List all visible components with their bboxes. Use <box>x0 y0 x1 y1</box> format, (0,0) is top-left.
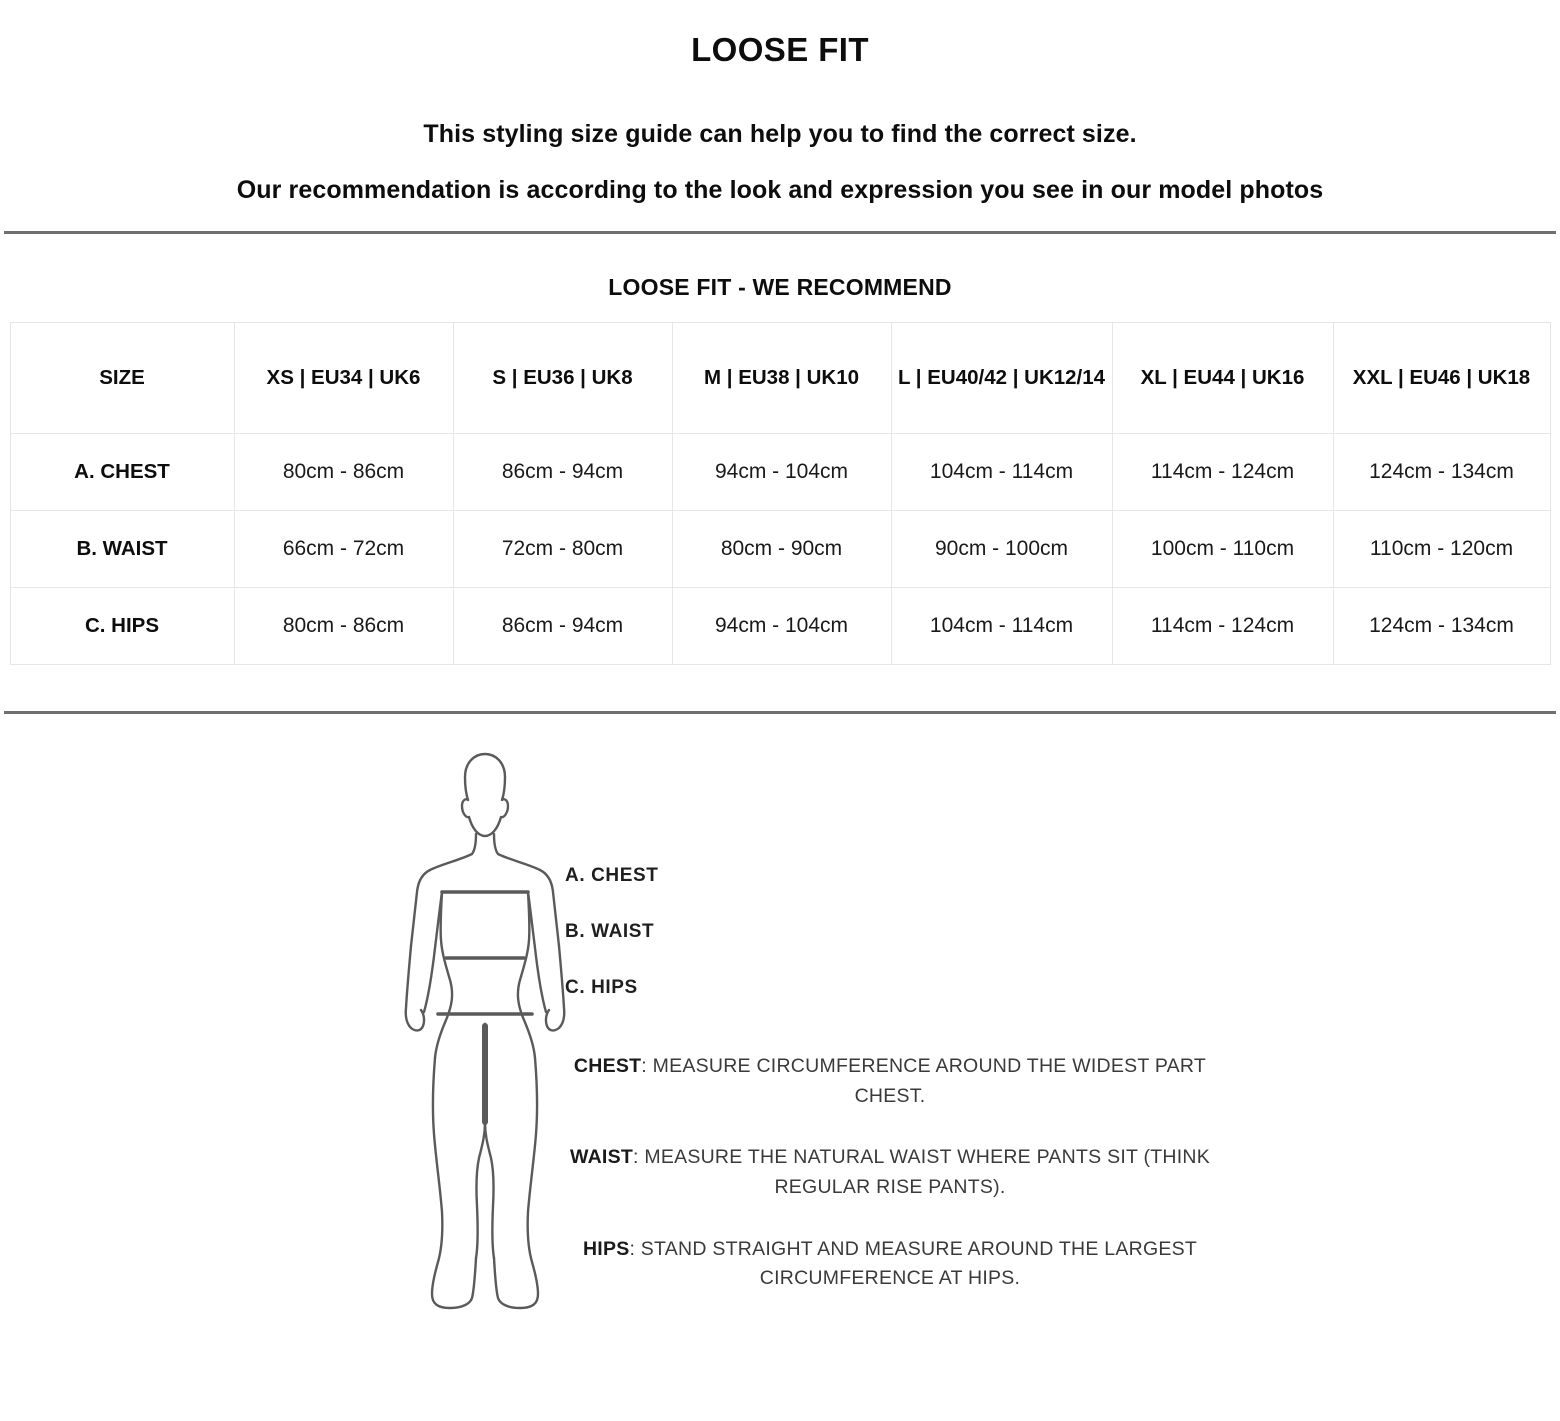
measurement-instructions <box>560 1052 1220 1294</box>
column-header-size: SIZE <box>10 323 234 434</box>
instruction-chest-key: CHEST <box>573 1055 642 1078</box>
cell-chest-m: 94cm - 104cm <box>672 434 891 511</box>
instruction-chest-text: : MEASURE CIRCUMFERENCE AROUND THE WIDEST PART CHEST. <box>641 1055 1207 1107</box>
size-table-caption: LOOSE FIT - WE RECOMMEND <box>608 274 952 301</box>
intro-line-1: This styling size guide can help you to find the correct size. <box>423 119 1137 148</box>
cell-hips-s: 86cm - 94cm <box>453 588 672 665</box>
instruction-waist-text: : MEASURE THE NATURAL WAIST WHERE PANTS SIT (THINK REGULAR RISE PANTS). <box>633 1146 1210 1198</box>
cell-hips-xxl: 124cm - 134cm <box>1333 588 1550 665</box>
instruction-chest <box>560 1052 1220 1111</box>
column-header-m: M | EU38 | UK10 <box>672 323 891 434</box>
cell-chest-xxl: 124cm - 134cm <box>1333 434 1550 511</box>
measurement-guide-section <box>0 742 1560 1362</box>
measurement-label-hips: C. HIPS <box>565 977 638 999</box>
column-header-l: L | EU40/42 | UK12/14 <box>891 323 1112 434</box>
body-figure <box>380 742 590 1342</box>
instruction-waist <box>560 1143 1220 1202</box>
row-label-waist: B. WAIST <box>10 511 234 588</box>
instruction-hips-key: HIPS <box>582 1237 630 1260</box>
cell-waist-xxl: 110cm - 120cm <box>1333 511 1550 588</box>
measurement-label-chest: A. CHEST <box>565 865 659 887</box>
cell-waist-xs: 66cm - 72cm <box>234 511 453 588</box>
instruction-hips-text: : STAND STRAIGHT AND MEASURE AROUND THE LARGEST CIRCUMFERENCE AT HIPS. <box>629 1237 1198 1290</box>
size-table-section <box>0 274 1560 665</box>
table-header-row <box>10 323 1550 434</box>
cell-chest-l: 104cm - 114cm <box>891 434 1112 511</box>
row-label-hips: C. HIPS <box>10 588 234 665</box>
cell-chest-s: 86cm - 94cm <box>453 434 672 511</box>
page-title: LOOSE FIT <box>691 31 869 68</box>
measurement-label-waist: B. WAIST <box>565 921 655 943</box>
cell-chest-xl: 114cm - 124cm <box>1112 434 1333 511</box>
column-header-xs: XS | EU34 | UK6 <box>234 323 453 434</box>
table-row <box>10 511 1550 588</box>
cell-hips-xs: 80cm - 86cm <box>234 588 453 665</box>
cell-hips-l: 104cm - 114cm <box>891 588 1112 665</box>
intro-line-2: Our recommendation is according to the look and expression you see in our model photos <box>236 176 1324 205</box>
cell-chest-xs: 80cm - 86cm <box>234 434 453 511</box>
instruction-hips <box>560 1235 1220 1294</box>
size-chart-table <box>10 322 1551 665</box>
cell-waist-l: 90cm - 100cm <box>891 511 1112 588</box>
instruction-waist-key: WAIST <box>570 1146 633 1169</box>
cell-hips-m: 94cm - 104cm <box>672 588 891 665</box>
cell-hips-xl: 114cm - 124cm <box>1112 588 1333 665</box>
table-row <box>10 588 1550 665</box>
female-body-outline-icon <box>380 742 590 1342</box>
column-header-xxl: XXL | EU46 | UK18 <box>1333 323 1550 434</box>
cell-waist-xl: 100cm - 110cm <box>1112 511 1333 588</box>
cell-waist-s: 72cm - 80cm <box>453 511 672 588</box>
table-row <box>10 434 1550 511</box>
column-header-xl: XL | EU44 | UK16 <box>1112 323 1333 434</box>
row-label-chest: A. CHEST <box>10 434 234 511</box>
intro-block <box>0 118 1560 209</box>
cell-waist-m: 80cm - 90cm <box>672 511 891 588</box>
measurement-labels <box>565 862 1265 1030</box>
divider-top <box>4 231 1556 234</box>
divider-bottom <box>4 711 1556 714</box>
column-header-s: S | EU36 | UK8 <box>453 323 672 434</box>
